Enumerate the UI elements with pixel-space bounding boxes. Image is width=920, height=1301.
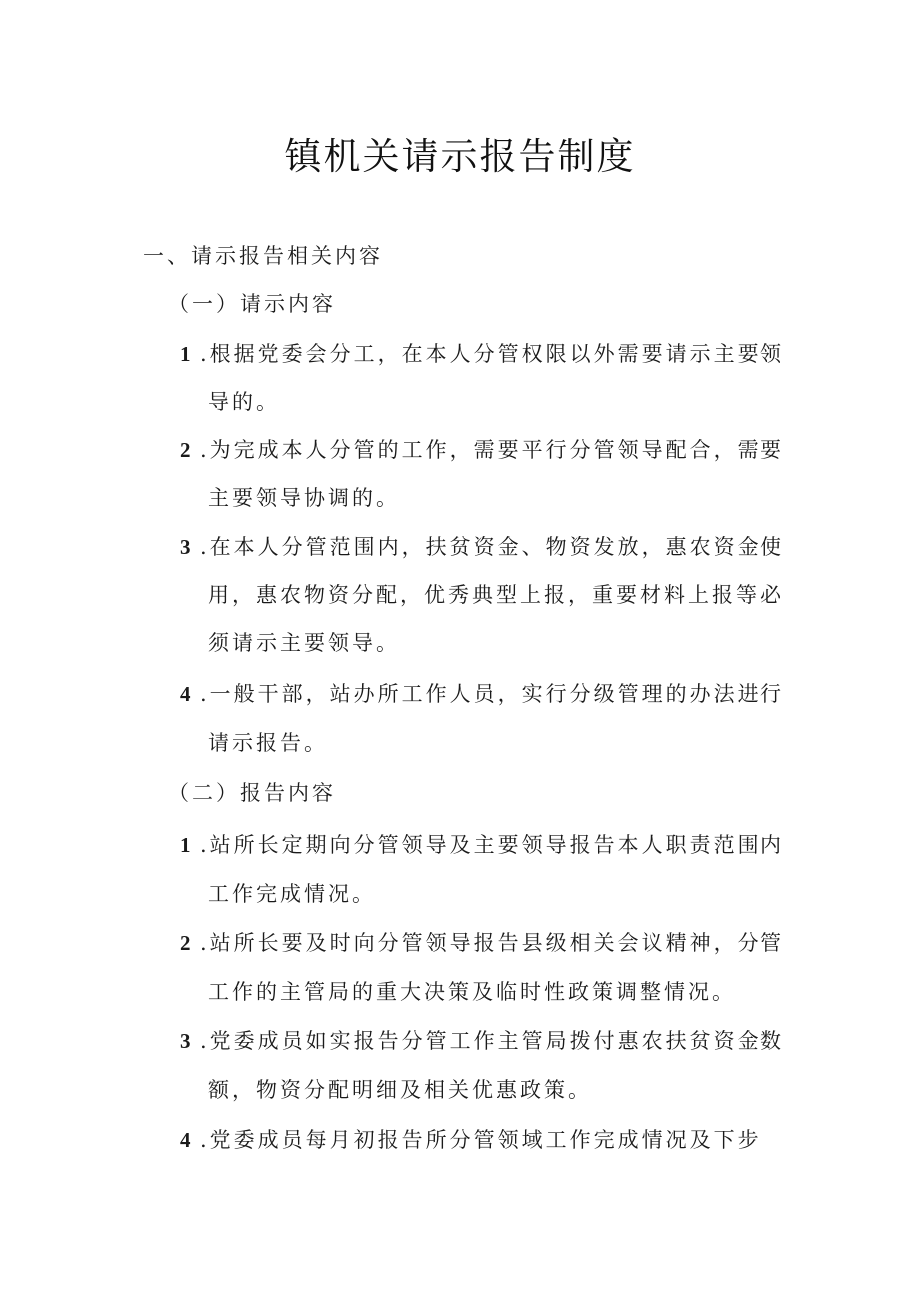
- item-number: 4: [180, 1128, 191, 1152]
- item-text: 须请示主要领导。: [208, 631, 400, 655]
- item-text-tail: 使: [760, 535, 781, 559]
- item-number: 4: [180, 682, 191, 706]
- item-text-tail: 数: [760, 1029, 781, 1053]
- item-text: 工作完成情况。: [208, 882, 376, 906]
- item-text-tail: 行: [760, 682, 781, 706]
- item-text-tail: 要: [760, 438, 781, 462]
- item-number: 3: [180, 1029, 191, 1053]
- item-number: 2: [180, 438, 191, 462]
- item-text: 导的。: [208, 390, 280, 414]
- item-text-tail: 领: [760, 342, 781, 366]
- item-number: 1: [180, 342, 191, 366]
- item-text: .党委成员每月初报告所分管领域工作完成情况及下步: [200, 1128, 762, 1152]
- page-title: 镇机关请示报告制度: [284, 135, 636, 178]
- item-number: 1: [180, 833, 191, 857]
- item-text: 额，物资分配明细及相关优惠政策。: [208, 1078, 592, 1102]
- item-text-tail: 管: [760, 931, 781, 955]
- item-number: 3: [180, 535, 191, 559]
- item-number: 2: [180, 931, 191, 955]
- item-text-tail: 内: [760, 833, 781, 857]
- item-text: 请示报告。: [208, 731, 328, 755]
- item-text: .为完成本人分管的工作，需要平行分管领导配合，需: [200, 438, 762, 462]
- item-text: 用，惠农物资分配，优秀典型上报，重要材料上报: [208, 583, 736, 607]
- item-text-tail: 等必: [736, 583, 784, 607]
- item-text: 工作的主管局的重大决策及临时性政策调整情况。: [208, 980, 736, 1004]
- item-text: .根据党委会分工，在本人分管权限以外需要请示主要: [200, 342, 762, 366]
- section-heading: 一、请示报告相关内容: [143, 244, 383, 268]
- subsection-heading-request: （一）请示内容: [168, 292, 336, 316]
- item-text: .站所长定期向分管领导及主要领导报告本人职责范围: [200, 833, 762, 857]
- subsection-heading-report: （二）报告内容: [168, 781, 336, 805]
- item-text: 主要领导协调的。: [208, 486, 400, 510]
- item-text: .站所长要及时向分管领导报告县级相关会议精神，分: [200, 931, 762, 955]
- item-text: .党委成员如实报告分管工作主管局拨付惠农扶贫资金: [200, 1029, 762, 1053]
- item-text: .在本人分管范围内，扶贫资金、物资发放，惠农资金: [200, 535, 762, 559]
- item-text: .一般干部，站办所工作人员，实行分级管理的办法进: [200, 682, 762, 706]
